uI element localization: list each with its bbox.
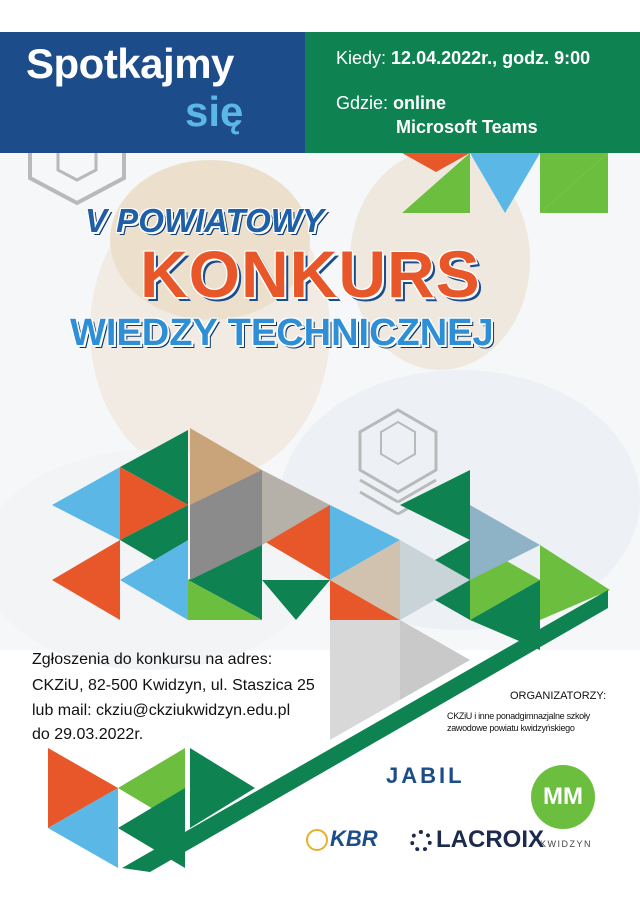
- registration-deadline: do 29.03.2022r.: [32, 726, 144, 743]
- mm-logo-subtitle: KWIDZYN: [540, 839, 592, 849]
- event-date: [336, 48, 590, 69]
- title-line3: WIEDZY TECHNICZNEJ: [70, 312, 494, 354]
- where-value-2: Microsoft Teams: [396, 117, 538, 137]
- event-location: [336, 93, 446, 114]
- registration-address: CKZiU, 82-500 Kwidzyn, ul. Staszica 25: [32, 677, 315, 694]
- where-value-1: online: [393, 93, 447, 113]
- title-line1: V POWIATOWY: [85, 202, 324, 239]
- organizers-text: CKZiU i inne ponadgimnazjalne szkoły zawodowe powiatu kwidzyńskiego: [447, 711, 590, 733]
- mm-logo-text: MM: [543, 783, 583, 810]
- lacroix-logo-text: LACROIX: [436, 826, 544, 853]
- where-label: Gdzie:: [336, 93, 389, 113]
- decorative-triangles-bottom: [48, 748, 255, 868]
- headline-line2: się: [185, 88, 244, 135]
- lacroix-emblem-icon: [410, 830, 432, 852]
- kbr-logo: [306, 826, 378, 852]
- when-value: 12.04.2022r., godz. 9:00: [391, 48, 591, 68]
- organizers-heading: ORGANIZATORZY:: [510, 690, 607, 702]
- title-line2: KONKURS: [140, 237, 481, 311]
- mm-logo: [531, 765, 595, 829]
- when-label: Kiedy:: [336, 48, 387, 68]
- registration-email: lub mail: ckziu@ckziukwidzyn.edu.pl: [32, 702, 291, 719]
- lacroix-logo: [410, 826, 544, 854]
- registration-line1: Zgłoszenia do konkursu na adres:: [32, 651, 273, 668]
- globe-icon: [306, 829, 328, 851]
- jabil-logo: JABIL: [386, 763, 465, 788]
- headline-line1: Spotkajmy: [26, 40, 234, 87]
- kbr-logo-text: KBR: [330, 826, 378, 851]
